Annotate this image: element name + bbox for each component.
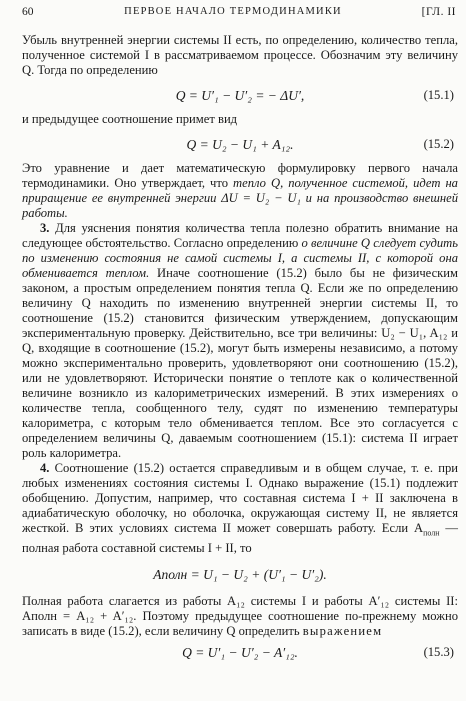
page-number: 60 xyxy=(22,6,34,18)
section-3-text-c: Иначе соотношение (15.2) было бы не физическим законом, а простым определением понятия тепла Q. Если же по определению величину Q находить по изменению внутренней энергии системы II, то соотношение (15.2) становится физическим утверждением, допускающим экспериментальную проверку. Действительно, все три величины: U₂ − U₁, A₁₂ и Q, входящие в соотношение (15.2), могут быть измерены независимо, а потому можно экспериментально проверить, удовлетворяют они соотношению (15.2), или не удовлетворяют. Исторически понятие о теплоте как о количественной величине возникло из калориметрических измерений. В этих измерениях о количестве тепла, сообщенного телу, судят по изменению температуры калориметра, с которым тело обменивается теплом. Все это согласуется с определением величины Q, даваемым соотношением (15.1): система II играет роль калориметра. xyxy=(22,266,458,460)
paragraph-6-text: Полная работа слагается из работы A₁₂ системы I и работы A′₁₂ системы II: Aполн = A₁₂ + A′₁₂. Поэтому предыдущее соотношение по-прежнему можно записать в виде (15.2), если величину Q определить xyxy=(22,593,458,638)
section-4-number: 4. xyxy=(40,461,50,475)
paragraph-section-4 xyxy=(22,461,458,556)
running-header xyxy=(0,6,466,22)
equation-total-work-formula: Aполн = U₁ − U₂ + (U′₁ − U′₂). xyxy=(153,567,327,583)
chapter-marker: [ГЛ. II xyxy=(421,6,456,18)
paragraph-2: и предыдущее соотношение примет вид xyxy=(22,112,238,126)
section-3-text-a: Для уяснения понятия количества тепла полезно обратить внимание на следующее обстоятельство. Согласно определению xyxy=(22,221,458,250)
paragraph-6 xyxy=(22,594,458,639)
running-title: ПЕРВОЕ НАЧАЛО ТЕРМОДИНАМИКИ xyxy=(124,6,342,17)
paragraph-6-last-word: выражением xyxy=(302,623,383,638)
equation-15-2 xyxy=(22,127,458,161)
section-3-italic: о величине Q следует судить по изменению состояния не самой системы I, а системы II, с которой она обменивается теплом. xyxy=(22,236,458,280)
section-4-text-a: Соотношение (15.2) остается справедливым и в общем случае, т. е. при любых изменениях состояния системы I. Однако выражение (15.1) подлежит обобщению. Допустим, например, что составная система I + II заключена в адиабатическую оболочку, но оболочка, окружающая систему II, не является жесткой. В этих условиях система II может совершать работу. Если A xyxy=(22,461,458,535)
paragraph-3 xyxy=(22,161,458,221)
equation-15-1 xyxy=(22,78,458,112)
equation-total-work xyxy=(22,556,458,594)
paragraph-section-3 xyxy=(22,221,458,461)
text-body xyxy=(22,33,458,667)
section-3-number: 3. xyxy=(40,221,50,235)
equation-15-3-number: (15.3) xyxy=(423,645,454,660)
equation-15-2-formula: Q = U₂ − U₁ + A₁₂. xyxy=(186,136,294,152)
first-law-statement: тепло Q, полученное системой, идет на приращение ее внутренней энергии ΔU = U₂ − U₁ и на производство внешней работы. xyxy=(22,176,458,220)
equation-15-1-number: (15.1) xyxy=(423,87,454,102)
section-4-text-b: — полная работа составной системы I + II, то xyxy=(22,521,458,555)
paragraph-3-text: Это уравнение и дает математическую формулировку первого начала термодинамики. Оно утверждает, что xyxy=(22,161,458,190)
paragraph-1: Убыль внутренней энергии системы II есть, по определению, количество тепла, полученное системой I в рассматриваемом процессе. Обозначим эту величину Q. Тогда по определению xyxy=(22,33,458,77)
equation-15-3-formula: Q = U′₁ − U′₂ − A′₁₂. xyxy=(182,645,298,661)
equation-15-3 xyxy=(22,639,458,667)
section-4-subscript: полн xyxy=(423,528,440,538)
equation-15-1-formula: Q = U′₁ − U′₂ = − ΔU′, xyxy=(175,87,305,103)
equation-15-2-number: (15.2) xyxy=(423,136,454,151)
